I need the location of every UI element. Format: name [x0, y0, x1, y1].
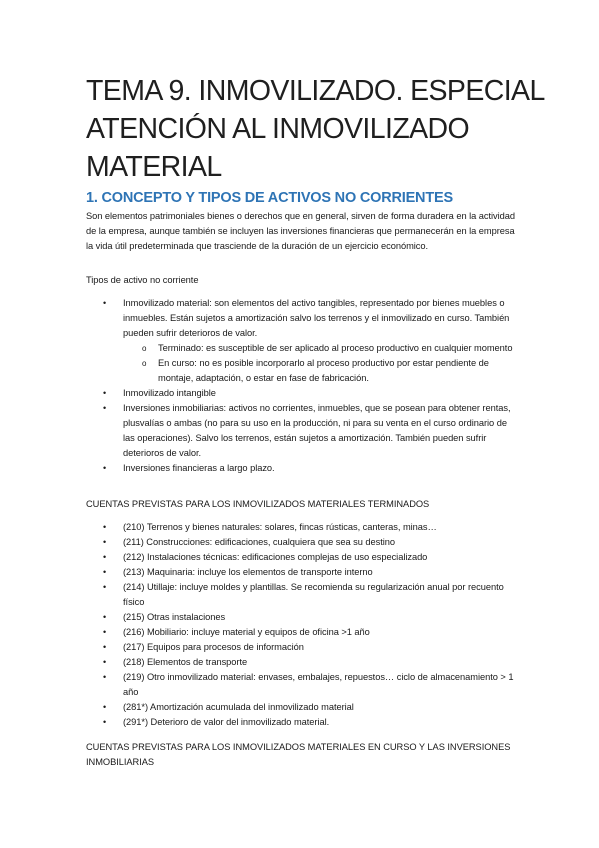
- account-item-text: (291*) Deterioro de valor del inmovilizado material.: [123, 717, 330, 727]
- account-item-text: (212) Instalaciones técnicas: edificaciones complejas de uso especializado: [123, 552, 428, 562]
- bullet-icon: •: [103, 717, 107, 727]
- list-item: [86, 461, 516, 476]
- account-item: [86, 535, 516, 550]
- bullet-icon: •: [103, 403, 107, 413]
- account-item: [86, 565, 516, 580]
- account-item-text: (218) Elementos de transporte: [123, 657, 248, 667]
- account-item-text: (217) Equipos para procesos de información: [123, 642, 304, 652]
- account-item: [86, 580, 516, 610]
- bullet-icon: •: [103, 463, 107, 473]
- bullet-icon: •: [103, 612, 107, 622]
- bullet-icon: •: [103, 672, 107, 682]
- account-item-text: (281*) Amortización acumulada del inmovilizado material: [123, 702, 354, 712]
- account-item: [86, 670, 516, 700]
- account-item-text: (216) Mobiliario: incluye material y equipos de oficina >1 año: [123, 627, 370, 637]
- list-item: [86, 401, 516, 461]
- list-item-text: Inversiones inmobiliarias: activos no corrientes, inmuebles, que se posean para obtener rentas, plusvalías o ambas (no para su uso en la producción, ni para su venta en el curso ordinario de las operaciones). Salvo los terrenos, están sujetos a amortización. También pueden sufrir deterioros de valor.: [123, 403, 511, 458]
- types-list: [86, 296, 516, 476]
- account-item-text: (210) Terrenos y bienes naturales: solares, fincas rústicas, canteras, minas…: [123, 522, 437, 532]
- accounts-list: [86, 520, 516, 730]
- account-item-text: (214) Utillaje: incluye moldes y plantillas. Se recomienda su regularización anual por recuento físico: [123, 582, 504, 607]
- accounts-heading-en-curso: CUENTAS PREVISTAS PARA LOS INMOVILIZADOS MATERIALES EN CURSO Y LAS INVERSIONES INMOBILIARIAS: [86, 742, 511, 767]
- sub-list-item: [86, 356, 516, 386]
- account-item: [86, 715, 516, 730]
- account-item: [86, 655, 516, 670]
- account-item: [86, 640, 516, 655]
- bullet-icon: •: [103, 582, 107, 592]
- list-item-text: Inversiones financieras a largo plazo.: [123, 463, 275, 473]
- list-item: [86, 296, 516, 386]
- list-item: [86, 386, 516, 401]
- bullet-icon: •: [103, 657, 107, 667]
- bullet-icon: •: [103, 388, 107, 398]
- sub-bullet-icon: o: [142, 344, 147, 353]
- account-item-text: (219) Otro inmovilizado material: envases, embalajes, repuestos… ciclo de almacenamiento > 1 año: [123, 672, 514, 697]
- bullet-icon: •: [103, 552, 107, 562]
- bullet-icon: •: [103, 298, 107, 308]
- document-title: TEMA 9. INMOVILIZADO. ESPECIAL ATENCIÓN AL INMOVILIZADO MATERIAL: [86, 75, 544, 183]
- account-item: [86, 610, 516, 625]
- list-item-text: Inmovilizado intangible: [123, 388, 216, 398]
- bullet-icon: •: [103, 567, 107, 577]
- account-item-text: (211) Construcciones: edificaciones, cualquiera que sea su destino: [123, 537, 395, 547]
- account-item-text: (215) Otras instalaciones: [123, 612, 226, 622]
- bullet-icon: •: [103, 537, 107, 547]
- list-item-text: Inmovilizado material: son elementos del activo tangibles, representado por bienes muebles o inmuebles. Están sujetos a amortización salvo los terrenos y el inmovilizado en curso. También pueden sufrir deterioros de valor.: [123, 298, 510, 338]
- sub-list-item: [86, 341, 516, 356]
- sub-list-item-text: Terminado: es susceptible de ser aplicado al proceso productivo en cualquier momento: [158, 343, 513, 353]
- types-label: Tipos de activo no corriente: [86, 275, 199, 285]
- bullet-icon: •: [103, 522, 107, 532]
- bullet-icon: •: [103, 642, 107, 652]
- bullet-icon: •: [103, 627, 107, 637]
- intro-paragraph: Son elementos patrimoniales bienes o derechos que en general, sirven de forma duradera en la actividad de la empresa, aunque también se incluyen las inversiones financieras que permanecerán en la empresa la vida útil predeterminada que trasciende de la duración de un ejercicio económico.: [86, 211, 516, 251]
- bullet-icon: •: [103, 702, 107, 712]
- account-item: [86, 700, 516, 715]
- account-item-text: (213) Maquinaria: incluye los elementos de transporte interno: [123, 567, 373, 577]
- accounts-heading-terminados: CUENTAS PREVISTAS PARA LOS INMOVILIZADOS MATERIALES TERMINADOS: [86, 499, 430, 509]
- account-item: [86, 550, 516, 565]
- sub-list-item-text: En curso: no es posible incorporarlo al proceso productivo por estar pendiente de montaje, adaptación, o estar en fase de fabricación.: [158, 358, 489, 383]
- account-item: [86, 520, 516, 535]
- section-heading: 1. CONCEPTO Y TIPOS DE ACTIVOS NO CORRIENTES: [86, 190, 453, 206]
- sub-list: [123, 341, 516, 386]
- account-item: [86, 625, 516, 640]
- sub-bullet-icon: o: [142, 359, 147, 368]
